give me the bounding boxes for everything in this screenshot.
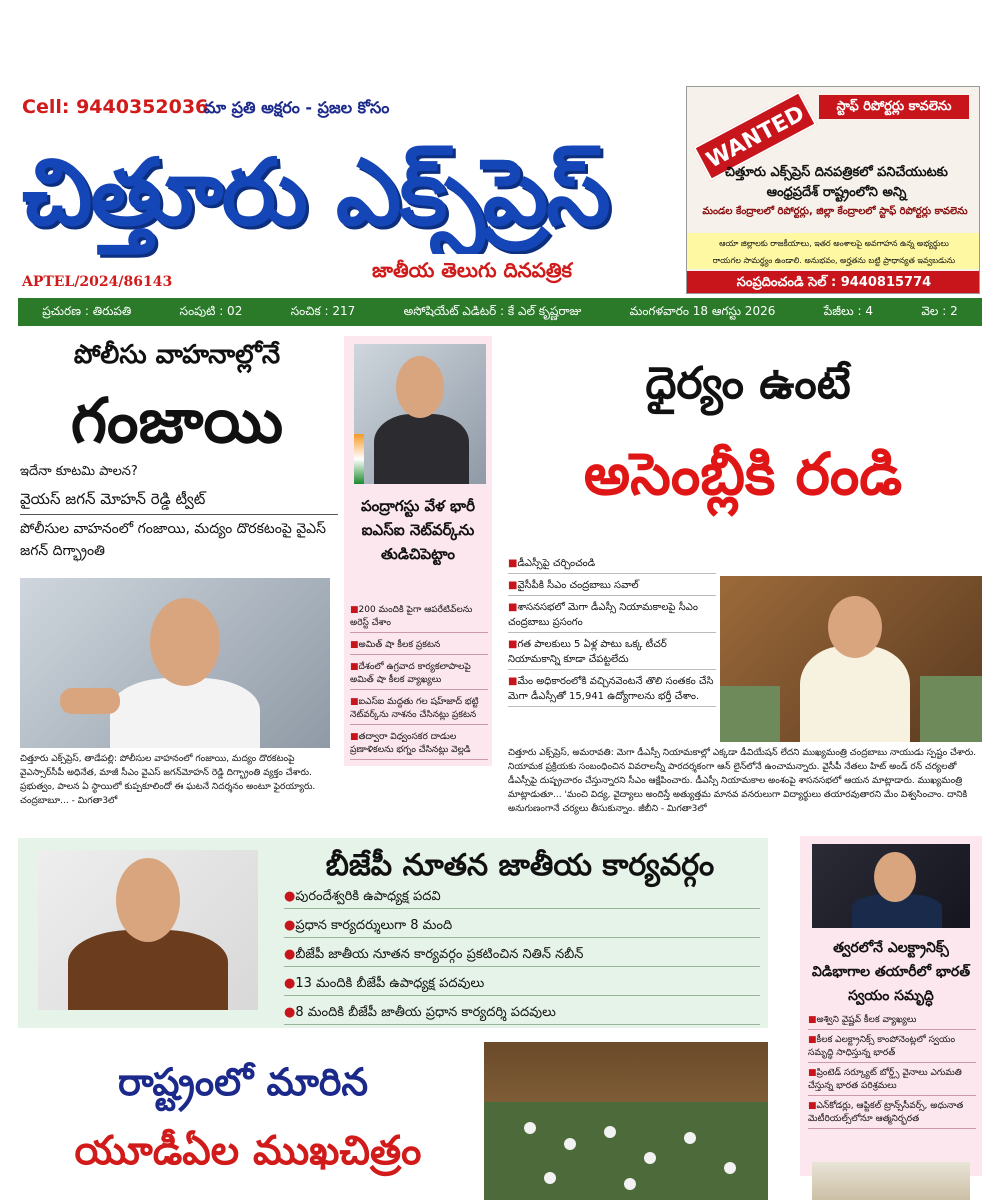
info-issue: సంచిక : 217 [290,303,356,318]
list-item: ■ కీలక ఎలక్ట్రానిక్స్ కాంపోనెంట్లలో స్వయం సమృద్ధి సాధిస్తున్న భారత్ [808,1034,976,1063]
info-bar [18,298,982,326]
wanted-stamp: WANTED [693,91,817,181]
left-story-caption: చిత్తూరు ఎక్స్‌ప్రెస్, తాడేపల్లి: పోలీసుల వాహనంలో గంజాయి, మద్యం దొరకటంపై వైఎస్సార్‌సీపీ అధినేత, మాజీ సీఎం వైఎస్ జగన్‌మోహన్ రెడ్డి దిగ్భ్రాంతి వ్యక్తం చేశారు. ప్రభుత్వం, పాలన ఏ స్థాయిలో కుప్పకూలిందో ఈ ఘటనే నిదర్శనం అంటూ ఫైరయ్యారు. చంద్రబాబూ... - మిగతా3లో [20,754,316,806]
bjp-story-list [284,888,760,1033]
list-item: ■ 200 మందికి పైగా ఆపరేటివ్‌లను అరెస్ట్ చేశాం [350,604,488,633]
list-item: ■ వైసీపీకి సీఎం చంద్రబాబు సవాల్ [508,578,716,596]
wanted-line2: మండల కేంద్రాలలో రిపోర్టర్లు, జిల్లా కేంద్రాలలో స్టాఫ్ రిపోర్టర్లు కావలెను [702,206,968,217]
left-story-kicker: పోలీసు వాహనాల్లోనే [73,340,281,370]
list-item: ■ ఐఎస్ఐ మద్దతు గల షహ్‌జాద్ భట్టి నెట్‌వర్క్‌ను నాశనం చేసినట్లు ప్రకటన [350,696,488,725]
masthead-motto: మా ప్రతి అక్షరం - ప్రజల కోసం [204,98,390,117]
right-story-list [508,556,716,711]
info-price: వెల : 2 [921,303,958,318]
right-story-headline2: అసెంబ్లీకి రండి [583,440,903,508]
mid-story-photo [354,344,486,484]
list-item: ■ తద్వారా విధ్వంసకర దాడుల ప్రణాళికలను భగ్నం చేసినట్లు వెల్లడి [350,731,488,760]
mid-story-title: పంద్రాగస్టు వేళ భారీ ఐఎస్ఐ నెట్‌వర్క్‌ను తుడిచిపెట్టాం [360,497,476,563]
masthead-subtitle: జాతీయ తెలుగు దినపత్రిక [262,254,682,286]
wanted-ad [686,86,980,294]
bjp-story-photo [38,850,258,1010]
list-item: ■ మేం అధికారంలోకి వచ్చినవెంటనే తొలి సంతకం చేసి మెగా డీఎస్సీతో 15,941 ఉద్యోగాలను భర్తీ చేశాం. [508,674,716,707]
list-item: ■ శాసనసభలో మెగా డీఎస్సీ నియామకాలపై సీఎం చంద్రబాబు ప్రసంగం [508,600,716,633]
wanted-heading: స్టాఫ్ రిపోర్టర్లు కావలెను [819,95,969,119]
registration-number: APTEL/2024/86143 [22,274,173,290]
list-item: ■ ఎన్‌కోడర్లు, ఆప్టికల్ ట్రాన్స్‌సీవర్స్, అధునాత మెటీరియల్స్‌లోనూ ఆత్మనిర్భరత [808,1100,976,1129]
right-story-photo [720,576,982,742]
electronics-story-photo [812,844,970,928]
list-item: ■ అమిత్ షా కీలక ప్రకటన [350,639,488,655]
list-item: ● 8 మందికి బీజేపీ జాతీయ ప్రధాన కార్యదర్శి పదవులు [284,1004,760,1025]
masthead-title: చిత్తూరు ఎక్స్‌ప్రెస్ [22,139,609,246]
bottom-story-headline2: యూడీఏల ముఖచిత్రం [74,1128,422,1174]
info-editor: అసోషియేట్ ఎడిటర్ : కే ఎల్ కృష్ణరాజు [403,303,582,318]
list-item: ● ప్రధాన కార్యదర్శులుగా 8 మంది [284,917,760,938]
list-item: ■ ప్రింటెడ్ సర్క్యూట్ బోర్డ్స్ వైనాలు ఎగుమతి చేస్తున్న భారత పరిశ్రమలు [808,1067,976,1096]
wanted-details [687,233,980,269]
wanted-line1: చిత్తూరు ఎక్స్‌ప్రెస్ దినపత్రికలో పనిచేయుటకు ఆంధ్రప్రదేశ్ రాష్ట్రంలోని అన్ని [725,165,948,200]
masthead-cell: Cell: 9440352036 [22,96,209,118]
left-story-photo [20,578,330,748]
left-story-line1: వైయస్ జగన్ మోహన్ రెడ్డి ట్వీట్ [20,490,338,515]
list-item: ■ అశ్విని వైష్ణవ్ కీలక వ్యాఖ్యలు [808,1014,976,1030]
bjp-story-title: బీజేపీ నూతన జాతీయ కార్యవర్గం [325,848,715,883]
list-item: ■ డీఎస్సీపై చర్చించండి [508,556,716,574]
info-place: ప్రచురణ : తిరుపతి [42,303,132,318]
left-story-question: ఇదేనా కూటమి పాలన? [20,464,138,479]
electronics-story-title: త్వరలోనే ఎలక్ట్రానిక్స్ విడిభాగాల తయారీలో భారత్ స్వయం సమృద్ధి [811,940,971,1004]
electronics-story-photo-2 [812,1162,970,1200]
list-item: ● 13 మందికి బీజేపీ ఉపాధ్యక్ష పదవులు [284,975,760,996]
info-date: మంగళవారం 18 ఆగస్టు 2026 [629,303,776,318]
wanted-line4: రాయగల సామర్థ్యం ఉండాలి. అనుభవం, అర్హతను బట్టి ప్రాధాన్యత ఇవ్వబడును [712,256,956,265]
list-item: ■ దేశంలో ఉగ్రవాద కార్యకలాపాలపై అమిత్ షా కీలక వ్యాఖ్యలు [350,661,488,690]
info-pages: పేజీలు : 4 [823,303,874,318]
info-volume: సంపుటి : 02 [179,303,243,318]
left-story-line2: పోలీసుల వాహనంలో గంజాయి, మద్యం దొరకటంపై వైఎస్ జగన్ దిగ్భ్రాంతి [20,521,326,559]
list-item: ● బీజేపీ జాతీయ నూతన కార్యవర్గం ప్రకటించిన నితిన్ నబీన్ [284,946,760,967]
right-story-headline1: ధైర్యం ఉంటే [645,358,851,409]
list-item: ■ గత పాలకులు 5 ఏళ్ల పాటు ఒక్క టీచర్ నియామకాన్ని కూడా చేపట్టలేదు [508,637,716,670]
mid-story-list [350,604,488,766]
bottom-story-headline1: రాష్ట్రంలో మారిన [117,1060,369,1104]
wanted-line3: ఆయా జిల్లాలకు రాజకీయాలు, ఇతర అంశాలపై అవగాహన ఉన్న అభ్యర్థులు [719,239,949,248]
left-story-title: గంజాయి [70,384,284,457]
right-story-caption: చిత్తూరు ఎక్స్‌ప్రెస్, అమరావతి: మెగా డీఎస్సీ నియామకాల్లో ఎక్కడా డీవియేషన్ లేదని ముఖ్యమంత్రి చంద్రబాబు నాయుడు స్పష్టం చేశారు. నియామక ప్రక్రియకు సంబంధించిన వివరాలన్నీ పారదర్శకంగా ఆన్ లైన్‌లోనే ఉంచామన్నారు. వైసీపీ నేతలు హిట్ అండ్ రన్ చర్యలతో డీఎస్సీపై దుష్ప్రచారం చేస్తున్నారని సీఎం ఆక్షేపించారు. డీఎస్సీ నియామకాల అంశంపై శాసనసభలో ఆయన మాట్లాడారు. ముఖ్యమంత్రి మాట్లాడుతూ... 'మంచి విద్య, వైద్యాలు అందిస్తే అత్యుత్తమ మానవ వనరులుగా విద్యార్థులు తయారవుతారని మేం విశ్వసించాం. దానికి అనుగుణంగానే చర్యలు తీసుకున్నాం. జీబీని - మిగతా3లో [508,748,977,814]
electronics-story-list [808,1014,976,1133]
wanted-contact: సంప్రదించండి సెల్ : 9440815774 [687,271,980,294]
bottom-story-photo [484,1042,768,1200]
list-item: ● పురందేశ్వరికి ఉపాధ్యక్ష పదవి [284,888,760,909]
